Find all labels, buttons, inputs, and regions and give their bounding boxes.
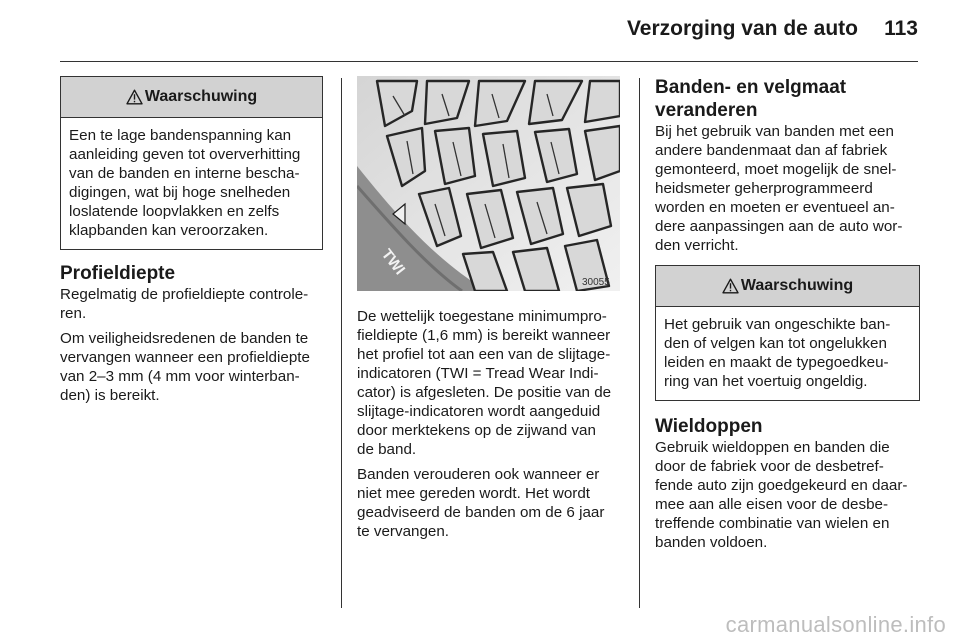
text-line: andere bandenmaat dan af fabriek	[655, 142, 888, 159]
text-line: mee aan alle eisen voor de desbe-	[655, 496, 889, 513]
section-title-wieldoppen: Wieldoppen	[655, 416, 763, 437]
text-line: van de banden en interne bescha-	[69, 165, 300, 182]
text-line: Bij het gebruik van banden met een	[655, 123, 894, 140]
text-line: worden en moeten er eventueel an-	[655, 199, 895, 216]
warning-text	[61, 118, 322, 249]
column-2	[357, 76, 622, 547]
text-line: de band.	[357, 441, 417, 458]
column-3	[655, 76, 920, 558]
paragraph	[655, 122, 920, 255]
text-line: Een te lage bandenspanning kan	[69, 127, 292, 144]
warning-box-rims	[655, 265, 920, 401]
warning-triangle-icon	[722, 278, 739, 294]
text-line: slijtage-indicatoren wordt aangeduid	[357, 403, 601, 420]
text-line: heidsmeter geherprogrammeerd	[655, 180, 873, 197]
text-line: Om veiligheidsredenen de banden te	[60, 330, 309, 347]
text-line: ren.	[60, 305, 87, 322]
text-line: den verricht.	[655, 237, 739, 254]
text-line: ring van het voertuig ongeldig.	[664, 373, 868, 390]
text-line: fende auto zijn goedgekeurd en daar-	[655, 477, 908, 494]
paragraph	[655, 438, 920, 552]
text-line: te vervangen.	[357, 523, 450, 540]
title-line: veranderen	[655, 100, 758, 121]
section-title-banden-velgmaat	[655, 76, 920, 122]
watermark: carmanualsonline.info	[725, 612, 946, 637]
text-line: digingen, wat bij hoge snelheden	[69, 184, 291, 201]
warning-text	[656, 307, 919, 400]
page-number: 113	[884, 17, 918, 40]
text-line: den of velgen kan tot ongelukken	[664, 335, 887, 352]
text-line: cator) is afgesleten. De positie van de	[357, 384, 612, 401]
text-line: door merktekens op de zijwand van	[357, 422, 596, 439]
text-line: gemonteerd, moet mogelijk de snel-	[655, 161, 897, 178]
text-line: niet mee gereden wordt. Het wordt	[357, 485, 590, 502]
text-line: van 2–3 mm (4 mm voor winterban-	[60, 368, 300, 385]
section-title-profieldiepte: Profieldiepte	[60, 263, 176, 284]
paragraph	[357, 307, 622, 459]
column-1	[60, 76, 323, 411]
text-line: vervangen wanneer een profieldiepte	[60, 349, 310, 366]
text-line: loslatende loopvlakken en zelfs	[69, 203, 280, 220]
figure-number: 30055	[582, 277, 610, 288]
text-line: geadviseerd de banden om de 6 jaar	[357, 504, 605, 521]
text-line: fieldiepte (1,6 mm) is bereikt wanneer	[357, 327, 611, 344]
text-line: Het gebruik van ongeschikte ban-	[664, 316, 891, 333]
column-divider-1	[341, 78, 342, 608]
title-line: Banden- en velgmaat	[655, 77, 847, 98]
text-line: leiden en maakt de typegoedkeu-	[664, 354, 889, 371]
text-line: Banden verouderen ook wanneer er	[357, 466, 600, 483]
paragraph	[60, 329, 323, 405]
warning-heading: Waarschuwing	[740, 277, 854, 294]
twi-marking: TWI	[377, 245, 409, 279]
warning-header	[656, 266, 919, 307]
paragraph	[60, 285, 323, 323]
column-divider-2	[639, 78, 640, 608]
warning-box-tyre-pressure	[60, 76, 323, 250]
page-title: Verzorging van de auto	[626, 17, 858, 40]
text-line: treffende combinatie van wielen en	[655, 515, 890, 532]
warning-header	[61, 77, 322, 118]
text-line: klapbanden kan veroorzaken.	[69, 222, 269, 239]
tyre-tread-illustration	[357, 76, 620, 291]
text-line: het profiel tot aan een van de slijtage-	[357, 346, 611, 363]
text-line: Gebruik wieldoppen en banden die	[655, 439, 890, 456]
paragraph	[357, 465, 622, 541]
header-rule	[60, 61, 918, 62]
warning-triangle-icon	[126, 89, 143, 105]
text-line: aanleiding geven tot oververhitting	[69, 146, 301, 163]
text-line: De wettelijk toegestane minimumpro-	[357, 308, 607, 325]
text-line: den) is bereikt.	[60, 387, 160, 404]
text-line: Regelmatig de profieldiepte controle-	[60, 286, 309, 303]
text-line: banden voldoen.	[655, 534, 768, 551]
text-line: door de fabriek voor de desbetref-	[655, 458, 884, 475]
text-line: indicatoren (TWI = Tread Wear Indi-	[357, 365, 599, 382]
warning-heading: Waarschuwing	[144, 88, 258, 105]
text-line: dere aanpassingen aan de auto wor-	[655, 218, 903, 235]
